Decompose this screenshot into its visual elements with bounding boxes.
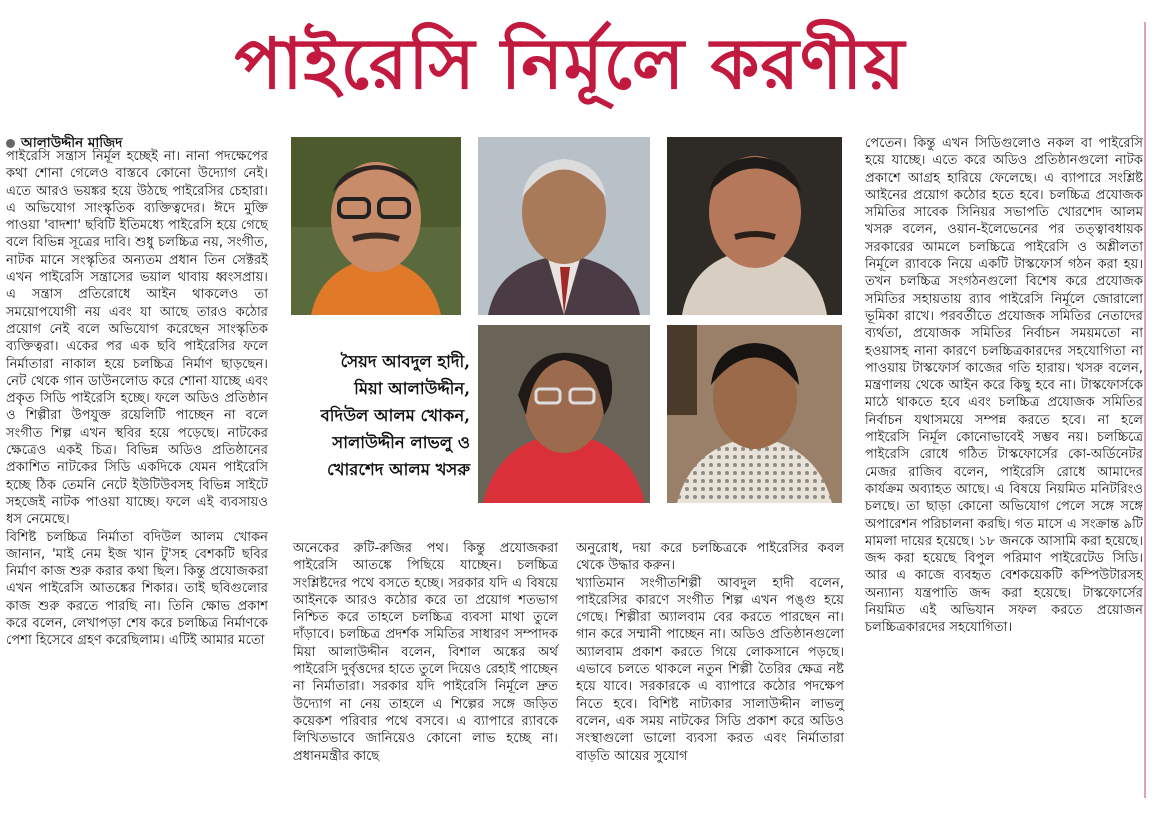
author-name: আলাউদ্দীন মাজিদ [21,135,123,151]
article-column-1 [6,148,268,650]
caption-line: মিয়া আলাউদ্দীন, [354,379,470,398]
caption-line: সৈয়দ আবদুল হাদী, [340,352,470,371]
article-column-3 [576,540,844,765]
article-column-2 [293,540,558,765]
caption-line: বদিউল আলম খোকন, [320,406,470,425]
paragraph: অনেকের রুটি-রুজির পথ। কিন্তু প্রযোজকরা পাইরেসি আতঙ্কে পিছিয়ে যাচ্ছেন। চলচ্চিত্র সংশ্লিষ্টদের পথে বসতে হচ্ছে। সরকার যদি এ বিষয়ে আইনকে আরও কঠোর করে তা প্রয়োগ শতভাগ নিশ্চিত করে তাহলে চলচ্চিত্র ব্যবসা মাথা তুলে দাঁড়াবে। চলচ্চিত্র প্রদর্শক সমিতির সাধারণ সম্পাদক মিয়া আলাউদ্দীন বলেন, বিশাল অঙ্কের অর্থ পাইরেসি দুর্বৃত্তদের হাতে তুলে দিয়েও রেহাই পাচ্ছেন না নির্মাতারা। সরকার যদি পাইরেসি নির্মূলে দ্রুত উদ্যোগ না নেয় তাহলে এ শিল্পের সঙ্গে জড়িত কয়েকশ পরিবার পথে বসবে। এ ব্যাপারে র‍্যাবকে লিখিতভাবে জানিয়েও কোনো লাভ হচ্ছে না। প্রধানমন্ত্রীর কাছে [293,541,558,764]
right-border-rule [1144,22,1152,798]
headline: পাইরেসি নির্মূলে করণীয় [234,22,906,105]
paragraph: পাইরেসি সন্ত্রাস নির্মূল হচ্ছেই না। নানা পদক্ষেপের কথা শোনা গেলেও বাস্তবে কোনো উদ্যোগ নেই। এতে আরও ভয়ঙ্কর হয়ে উঠছে পাইরেসির চেহারা। এ অভিযোগ সাংস্কৃতিক ব্যক্তিত্বদের। ঈদে মুক্তি পাওয়া 'বাদশা' ছবিটি ইতিমধ্যে পাইরেসি হয়ে গেছে বলে বিভিন্ন সূত্রের দাবি। শুধু চলচ্চিত্র নয়, সংগীত, নাটক মানে সংস্কৃতির অন্যতম প্রধান তিন সেক্টরই এখন পাইরেসি সন্ত্রাসের ভয়াল থাবায় ধ্বংসপ্রায়। এ সন্ত্রাস প্রতিরোধে আইন থাকলেও তা সময়োপযোগী নয় এবং যা আছে তারও কঠোর প্রয়োগ নেই বলে অভিযোগ করেছেন সাংস্কৃতিক ব্যক্তিত্বরা। একের পর এক ছবি পাইরেসির ফলে নির্মাতারা নাকাল হয়ে চলচ্চিত্র নির্মাণ ছাড়ছেন। নেট থেকে গান ডাউনলোড করে শোনা যাচ্ছে এবং প্রকৃত সিডি পাইরেসি হচ্ছে। ফলে অডিও প্রতিষ্ঠান ও শিল্পীরা উপযুক্ত রয়েলিটি পাচ্ছেন না বলে সংগীত শিল্প এখন স্থবির হয়ে পড়েছে। নাটকের ক্ষেত্রেও একই চিত্র। বিভিন্ন অডিও প্রতিষ্ঠানের প্রকাশিত নাটকের সিডি একদিকে যেমন পাইরেসি হচ্ছে ঠিক তেমনি নেটে ইউটিউবসহ বিভিন্ন সাইটে সহজেই নাটক পাওয়া যাচ্ছে। ফলে এই ব্যবসায়ও ধস নেমেছে। [6,149,268,528]
caption-line: খোরশেদ আলম খসরু [326,460,470,479]
paragraph: পেতেন। কিন্তু এখন সিডিগুলোও নকল বা পাইরেসি হয়ে যাচ্ছে। এতে করে অডিও প্রতিষ্ঠানগুলো নাটক প্রকাশে আগ্রহ হারিয়ে ফেলেছে। এ ব্যাপারে সংশ্লিষ্ট আইনের প্রয়োগ কঠোর হতে হবে। চলচ্চিত্র প্রযোজক সমিতির সাবেক সিনিয়র সভাপতি খোরশেদ আলম খসরু বলেন, ওয়ান-ইলেভেনের পর তত্ত্বাবধায়ক সরকারের আমলে চলচ্চিত্রে পাইরেসি ও অশ্লীলতা নির্মূলে র‍্যাবকে নিয়ে একটি টাস্কফোর্স গঠন করা হয়। তখন চলচ্চিত্র সংগঠনগুলো বিশেষ করে প্রযোজক সমিতির সহায়তায় র‍্যাব পাইরেসি নির্মূলে জোরালো ভূমিকা রাখে। পরবর্তীতে প্রযোজক সমিতির নেতাদের ব্যর্থতা, প্রযোজক সমিতির নির্বাচন সময়মতো না হওয়াসহ নানা কারণে চলচ্চিত্রকারদের সহযোগিতা না পাওয়ায় টাস্কফোর্স কাজের গতি হারায়। খসরু বলেন, মন্ত্রণালয় থেকে আইন করে কিছু হবে না। টাস্কফোর্সকে মাঠে থাকতে হবে এবং চলচ্চিত্র প্রযোজক সমিতির নির্বাচন যথাসময়ে সম্পন্ন করতে হবে। না হলে পাইরেসি নির্মূল কোনোভাবেই সম্ভব নয়। চলচ্চিত্রে পাইরেসি রোধে গঠিত টাস্কফোর্সের কো-অর্ডিনেটর মেজর রাজিব বলেন, পাইরেসি রোধে আমাদের কার্যক্রম অব্যাহত আছে। এ বিষয়ে নিয়মিত মনিটরিংও চলছে। তা ছাড়া কোনো অভিযোগ পেলে সঙ্গে সঙ্গে অপারেশন পরিচালনা করছি। গত মাসে এ সংক্রান্ত ৯টি মামলা দায়ের হয়েছে। ১৮ জনকে আসামি করা হয়েছে। জব্দ করা হয়েছে বিপুল পরিমাণ পাইরেটেড সিডি। আর এ কাজে ব্যবহৃত বেশকয়েকটি কম্পিউটারসহ অন্যান্য যন্ত্রপাতি জব্দ করা হয়েছে। টাস্কফোর্সের নিয়মিত এই অভিযান সফল করতে প্রয়োজন চলচ্চিত্রকারদের সহযোগিতা। [865,136,1143,636]
paragraph: খ্যাতিমান সংগীতশিল্পী আবদুল হাদী বলেন, পাইরেসির কারণে সংগীত শিল্প এখন পঙ্গু হয়ে গেছে। শিল্পীরা অ্যালবাম বের করতে পারছেন না। গান করে সম্মানী পাচ্ছেন না। অডিও প্রতিষ্ঠানগুলো অ্যালবাম প্রকাশ করতে গিয়ে লোকসানে পড়ছে। এভাবে চলতে থাকলে নতুন শিল্পী তৈরির ক্ষেত্র নষ্ট হয়ে যাবে। সরকারকে এ ব্যাপারে কঠোর পদক্ষেপ নিতে হবে। বিশিষ্ট নাট্যকার সালাউদ্দীন লাভলু বলেন, এক সময় নাটকের সিডি প্রকাশ করে অডিও সংস্থাগুলো ভালো ব্যবসা করত এবং নির্মাতারা বাড়তি আয়ের সুযোগ [576,575,844,764]
paragraph: বিশিষ্ট চলচ্চিত্র নির্মাতা বদিউল আলম খোকন জানান, 'মাই নেম ইজ খান টু'সহ বেশকটি ছবির নির্মাণ কাজ শুরু করার কথা ছিল। কিন্তু প্রযোজকরা এখন পাইরেসি আতঙ্কের শিকার। তাই ছবিগুলোর কাজ শুরু করতে পারছি না। তিনি ক্ষোভ প্রকাশ করে বলেন, লেখাপড়া শেষ করে চলচ্চিত্র নির্মাণকে পেশা হিসেবে গ্রহণ করেছিলাম। এটিই আমার মতো [6,529,268,649]
article-column-4 [865,135,1143,637]
bullet-icon [6,139,15,148]
photo-syed-abdul-hadi [291,137,461,315]
photo-mia-alauddin [478,137,650,315]
caption-line: সালাউদ্দীন লাভলু ও [332,433,470,452]
photo-khorshed-alam-khosru [667,137,842,315]
photo-caption [290,348,470,483]
paragraph: অনুরোধ, দয়া করে চলচ্চিত্রকে পাইরেসির কবল থেকে উদ্ধার করুন। [576,541,844,574]
photo-salauddin-lavlu [478,325,650,503]
photo-badiul-alam-khokon [667,325,842,503]
